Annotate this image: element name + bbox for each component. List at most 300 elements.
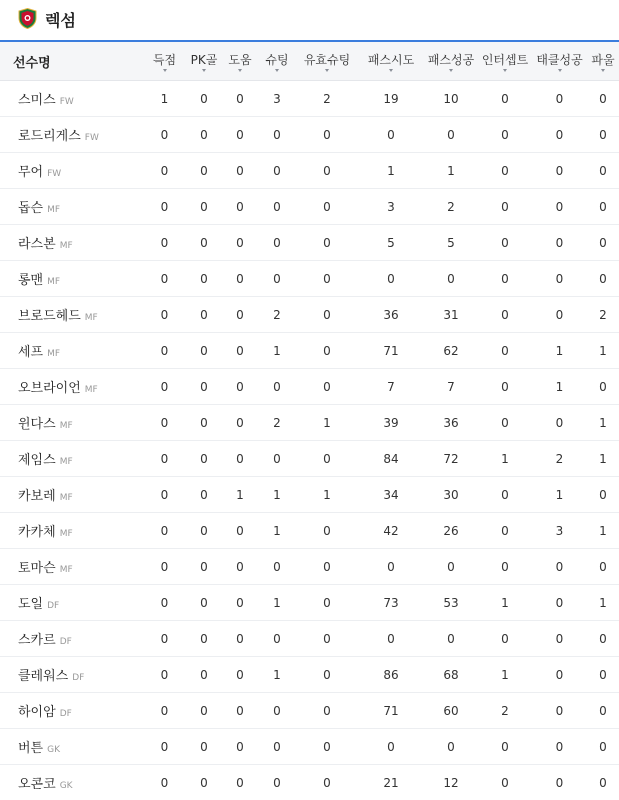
stat-interceptions-cell: 0 — [478, 333, 532, 369]
player-rows — [0, 81, 619, 800]
stat-goals-cell: 0 — [143, 585, 186, 621]
stat-fouls-cell: 1 — [587, 405, 619, 441]
player-name-cell[interactable] — [0, 585, 143, 621]
stat-tackles-cell: 2 — [532, 441, 587, 477]
player-name[interactable]: 돕슨 — [18, 201, 44, 216]
sort-icon — [558, 69, 562, 72]
player-stats-table-wrapper — [0, 42, 619, 800]
stat-tackles-cell: 0 — [532, 81, 587, 117]
stat-tackles-cell: 1 — [532, 369, 587, 405]
stat-pass-success-cell: 0 — [424, 621, 478, 657]
stat-shots-cell: 2 — [258, 405, 296, 441]
table-row — [0, 81, 619, 117]
player-name[interactable]: 카카체 — [18, 525, 56, 540]
team-crest-icon — [18, 8, 37, 29]
player-position: GK — [47, 745, 61, 755]
stat-fouls-cell: 0 — [587, 81, 619, 117]
stat-interceptions-cell: 0 — [478, 153, 532, 189]
column-header-shots-on-target[interactable]: 유효슈팅 — [296, 42, 358, 81]
stat-pass-attempts-cell: 71 — [358, 693, 424, 729]
stat-goals-cell: 0 — [143, 621, 186, 657]
stat-shots-cell: 0 — [258, 729, 296, 765]
stat-interceptions-cell: 0 — [478, 81, 532, 117]
stat-shots-on-target-cell: 0 — [296, 621, 358, 657]
stat-fouls-cell: 0 — [587, 549, 619, 585]
player-position: MF — [84, 313, 98, 323]
stat-assists-cell: 0 — [222, 333, 258, 369]
stat-pk-goals-cell: 0 — [186, 513, 222, 549]
stat-fouls-cell: 0 — [587, 657, 619, 693]
stat-pk-goals-cell: 0 — [186, 333, 222, 369]
player-name-cell[interactable] — [0, 225, 143, 261]
player-name-cell[interactable] — [0, 729, 143, 765]
stat-shots-cell: 0 — [258, 225, 296, 261]
stat-tackles-cell: 0 — [532, 297, 587, 333]
table-row — [0, 729, 619, 765]
table-row — [0, 477, 619, 513]
stat-shots-cell: 0 — [258, 369, 296, 405]
column-header-assists[interactable]: 도움 — [222, 42, 258, 81]
stat-goals-cell: 0 — [143, 369, 186, 405]
stat-pass-attempts-cell: 73 — [358, 585, 424, 621]
stat-shots-cell: 0 — [258, 549, 296, 585]
player-position: MF — [59, 529, 73, 539]
stat-fouls-cell: 0 — [587, 261, 619, 297]
player-position: GK — [59, 781, 73, 791]
player-position: DF — [59, 709, 72, 719]
stat-interceptions-cell: 0 — [478, 765, 532, 800]
column-header-pk-goals[interactable]: PK골 — [186, 42, 222, 81]
player-name-cell[interactable] — [0, 657, 143, 693]
stat-pk-goals-cell: 0 — [186, 477, 222, 513]
player-name[interactable]: 오콘코 — [18, 777, 56, 792]
stat-goals-cell: 0 — [143, 765, 186, 800]
stat-pk-goals-cell: 0 — [186, 297, 222, 333]
stat-tackles-cell: 0 — [532, 189, 587, 225]
stat-pk-goals-cell: 0 — [186, 693, 222, 729]
table-row — [0, 765, 619, 800]
stat-shots-on-target-cell: 0 — [296, 189, 358, 225]
stat-interceptions-cell: 0 — [478, 477, 532, 513]
stat-interceptions-cell: 1 — [478, 441, 532, 477]
stat-shots-cell: 0 — [258, 621, 296, 657]
stat-assists-cell: 0 — [222, 765, 258, 800]
stat-tackles-cell: 0 — [532, 585, 587, 621]
stat-pass-success-cell: 36 — [424, 405, 478, 441]
column-header-shots[interactable]: 슈팅 — [258, 42, 296, 81]
player-name-cell[interactable] — [0, 261, 143, 297]
stat-fouls-cell: 0 — [587, 693, 619, 729]
player-name[interactable]: 클레워스 — [18, 669, 69, 684]
stat-pass-attempts-cell: 0 — [358, 549, 424, 585]
stat-shots-on-target-cell: 0 — [296, 153, 358, 189]
table-row — [0, 549, 619, 585]
stat-goals-cell: 0 — [143, 729, 186, 765]
stat-shots-on-target-cell: 0 — [296, 261, 358, 297]
stat-tackles-cell: 0 — [532, 261, 587, 297]
table-row — [0, 153, 619, 189]
stat-shots-on-target-cell: 0 — [296, 693, 358, 729]
sort-icon — [503, 69, 507, 72]
stat-assists-cell: 0 — [222, 621, 258, 657]
stat-tackles-cell: 0 — [532, 729, 587, 765]
stat-shots-cell: 0 — [258, 189, 296, 225]
player-position: MF — [59, 421, 73, 431]
stat-pass-attempts-cell: 7 — [358, 369, 424, 405]
player-name-cell[interactable] — [0, 81, 143, 117]
table-row — [0, 441, 619, 477]
stat-tackles-cell: 3 — [532, 513, 587, 549]
stat-shots-on-target-cell: 0 — [296, 729, 358, 765]
stat-pass-success-cell: 68 — [424, 657, 478, 693]
stat-pass-success-cell: 26 — [424, 513, 478, 549]
stat-shots-on-target-cell: 0 — [296, 225, 358, 261]
column-header-interceptions[interactable]: 인터셉트 — [478, 42, 532, 81]
stat-pk-goals-cell: 0 — [186, 549, 222, 585]
player-name-cell[interactable] — [0, 189, 143, 225]
stat-fouls-cell: 0 — [587, 621, 619, 657]
stat-interceptions-cell: 0 — [478, 405, 532, 441]
stat-interceptions-cell: 0 — [478, 117, 532, 153]
table-header-row — [0, 42, 619, 81]
stat-fouls-cell: 1 — [587, 513, 619, 549]
stat-pass-attempts-cell: 84 — [358, 441, 424, 477]
player-name[interactable]: 제임스 — [18, 453, 56, 468]
stat-pass-attempts-cell: 0 — [358, 729, 424, 765]
table-row — [0, 297, 619, 333]
stat-pk-goals-cell: 0 — [186, 369, 222, 405]
player-stats-table — [0, 42, 619, 800]
stat-pk-goals-cell: 0 — [186, 585, 222, 621]
player-position: FW — [59, 97, 74, 107]
stat-pass-success-cell: 53 — [424, 585, 478, 621]
stat-assists-cell: 0 — [222, 513, 258, 549]
player-position: FW — [47, 169, 62, 179]
player-name-cell[interactable] — [0, 549, 143, 585]
stat-pass-success-cell: 7 — [424, 369, 478, 405]
table-row — [0, 405, 619, 441]
table-row — [0, 117, 619, 153]
stat-pass-success-cell: 60 — [424, 693, 478, 729]
column-header-player: 선수명 — [0, 42, 143, 81]
table-row — [0, 225, 619, 261]
stat-interceptions-cell: 0 — [478, 369, 532, 405]
stat-shots-cell: 3 — [258, 81, 296, 117]
stat-goals-cell: 0 — [143, 261, 186, 297]
player-position: MF — [59, 493, 73, 503]
stat-assists-cell: 0 — [222, 189, 258, 225]
stat-interceptions-cell: 0 — [478, 297, 532, 333]
stat-fouls-cell: 0 — [587, 369, 619, 405]
column-header-fouls[interactable]: 파울 — [587, 42, 619, 81]
stat-shots-on-target-cell: 0 — [296, 513, 358, 549]
stat-goals-cell: 0 — [143, 153, 186, 189]
stat-goals-cell: 0 — [143, 189, 186, 225]
sort-icon — [238, 69, 242, 72]
player-name[interactable]: 카보레 — [18, 489, 56, 504]
stat-pass-attempts-cell: 36 — [358, 297, 424, 333]
stat-assists-cell: 0 — [222, 261, 258, 297]
stat-shots-on-target-cell: 0 — [296, 585, 358, 621]
stat-shots-on-target-cell: 0 — [296, 657, 358, 693]
stat-goals-cell: 0 — [143, 405, 186, 441]
stat-interceptions-cell: 0 — [478, 189, 532, 225]
stat-shots-on-target-cell: 0 — [296, 333, 358, 369]
stat-pass-attempts-cell: 5 — [358, 225, 424, 261]
stat-pass-attempts-cell: 0 — [358, 261, 424, 297]
stat-shots-on-target-cell: 0 — [296, 117, 358, 153]
stat-assists-cell: 0 — [222, 405, 258, 441]
stat-assists-cell: 0 — [222, 693, 258, 729]
sort-icon — [325, 69, 329, 72]
player-name-cell[interactable] — [0, 333, 143, 369]
stat-pk-goals-cell: 0 — [186, 189, 222, 225]
stat-goals-cell: 0 — [143, 297, 186, 333]
stat-shots-cell: 2 — [258, 297, 296, 333]
player-name-cell[interactable] — [0, 621, 143, 657]
player-name[interactable]: 세프 — [18, 345, 44, 360]
player-name-cell[interactable] — [0, 441, 143, 477]
player-position: DF — [59, 637, 72, 647]
stat-shots-on-target-cell: 0 — [296, 549, 358, 585]
stat-pass-attempts-cell: 86 — [358, 657, 424, 693]
stat-interceptions-cell: 2 — [478, 693, 532, 729]
stat-pass-success-cell: 30 — [424, 477, 478, 513]
player-name[interactable]: 로드리게스 — [18, 129, 81, 144]
stat-pass-attempts-cell: 0 — [358, 621, 424, 657]
stat-interceptions-cell: 0 — [478, 513, 532, 549]
stat-pk-goals-cell: 0 — [186, 225, 222, 261]
stat-pk-goals-cell: 0 — [186, 729, 222, 765]
player-position: MF — [47, 277, 61, 287]
stat-tackles-cell: 0 — [532, 765, 587, 800]
player-name-cell[interactable] — [0, 765, 143, 800]
stat-tackles-cell: 0 — [532, 405, 587, 441]
player-name[interactable]: 롱맨 — [18, 273, 44, 288]
stat-shots-cell: 0 — [258, 117, 296, 153]
player-name[interactable]: 토마슨 — [18, 561, 56, 576]
column-header-tackles[interactable]: 태클성공 — [532, 42, 587, 81]
stat-shots-cell: 1 — [258, 513, 296, 549]
stat-shots-on-target-cell: 1 — [296, 477, 358, 513]
stat-pk-goals-cell: 0 — [186, 657, 222, 693]
stat-shots-cell: 0 — [258, 765, 296, 800]
player-name[interactable]: 오브라이언 — [18, 381, 81, 396]
stat-pass-success-cell: 0 — [424, 261, 478, 297]
stat-tackles-cell: 0 — [532, 117, 587, 153]
player-name-cell[interactable] — [0, 153, 143, 189]
player-name-cell[interactable] — [0, 297, 143, 333]
stat-fouls-cell: 1 — [587, 333, 619, 369]
player-name[interactable]: 무어 — [18, 165, 44, 180]
stat-pass-success-cell: 0 — [424, 117, 478, 153]
stat-fouls-cell: 0 — [587, 765, 619, 800]
table-row — [0, 189, 619, 225]
stat-pass-success-cell: 2 — [424, 189, 478, 225]
column-header-pass-attempts[interactable]: 패스시도 — [358, 42, 424, 81]
stat-pass-success-cell: 5 — [424, 225, 478, 261]
stat-pk-goals-cell: 0 — [186, 81, 222, 117]
stat-shots-cell: 0 — [258, 261, 296, 297]
sort-icon — [163, 69, 167, 72]
stat-pass-attempts-cell: 42 — [358, 513, 424, 549]
stat-goals-cell: 0 — [143, 333, 186, 369]
stat-shots-cell: 1 — [258, 333, 296, 369]
stat-tackles-cell: 0 — [532, 693, 587, 729]
stat-goals-cell: 1 — [143, 81, 186, 117]
team-name: 렉섬 — [45, 11, 76, 30]
stat-shots-cell: 1 — [258, 657, 296, 693]
stat-pass-success-cell: 62 — [424, 333, 478, 369]
table-row — [0, 621, 619, 657]
player-position: MF — [84, 385, 98, 395]
stat-fouls-cell: 2 — [587, 297, 619, 333]
stat-shots-cell: 0 — [258, 693, 296, 729]
stat-pk-goals-cell: 0 — [186, 153, 222, 189]
player-name-cell[interactable] — [0, 117, 143, 153]
stat-assists-cell: 0 — [222, 117, 258, 153]
stat-shots-cell: 1 — [258, 585, 296, 621]
stat-pk-goals-cell: 0 — [186, 405, 222, 441]
stat-goals-cell: 0 — [143, 117, 186, 153]
stat-assists-cell: 0 — [222, 153, 258, 189]
stat-assists-cell: 0 — [222, 549, 258, 585]
stat-interceptions-cell: 0 — [478, 549, 532, 585]
stat-pass-success-cell: 31 — [424, 297, 478, 333]
stat-pk-goals-cell: 0 — [186, 621, 222, 657]
stat-pass-attempts-cell: 19 — [358, 81, 424, 117]
stat-fouls-cell: 0 — [587, 477, 619, 513]
stat-interceptions-cell: 1 — [478, 585, 532, 621]
sort-icon — [449, 69, 453, 72]
stat-pass-success-cell: 1 — [424, 153, 478, 189]
stat-shots-on-target-cell: 0 — [296, 297, 358, 333]
stat-fouls-cell: 1 — [587, 441, 619, 477]
stat-tackles-cell: 1 — [532, 333, 587, 369]
stat-shots-cell: 0 — [258, 153, 296, 189]
player-position: MF — [59, 457, 73, 467]
stat-interceptions-cell: 0 — [478, 621, 532, 657]
stat-shots-on-target-cell: 0 — [296, 765, 358, 800]
player-name[interactable]: 윈다스 — [18, 417, 56, 432]
stat-assists-cell: 0 — [222, 729, 258, 765]
stat-shots-on-target-cell: 2 — [296, 81, 358, 117]
stat-assists-cell: 0 — [222, 81, 258, 117]
player-name[interactable]: 버튼 — [18, 741, 44, 756]
table-row — [0, 585, 619, 621]
sort-icon — [601, 69, 605, 72]
player-position: MF — [59, 241, 73, 251]
player-name[interactable]: 라스본 — [18, 237, 56, 252]
stat-fouls-cell: 0 — [587, 225, 619, 261]
stat-fouls-cell: 0 — [587, 153, 619, 189]
stat-shots-on-target-cell: 0 — [296, 441, 358, 477]
stat-pass-success-cell: 12 — [424, 765, 478, 800]
player-position: MF — [59, 565, 73, 575]
player-position: FW — [84, 133, 99, 143]
stat-goals-cell: 0 — [143, 693, 186, 729]
stat-interceptions-cell: 0 — [478, 261, 532, 297]
sort-icon — [202, 69, 206, 72]
stat-tackles-cell: 0 — [532, 621, 587, 657]
stat-assists-cell: 0 — [222, 657, 258, 693]
stat-fouls-cell: 0 — [587, 117, 619, 153]
stat-interceptions-cell: 0 — [478, 225, 532, 261]
stat-assists-cell: 0 — [222, 441, 258, 477]
stat-pass-attempts-cell: 34 — [358, 477, 424, 513]
player-name-cell[interactable] — [0, 405, 143, 441]
player-name[interactable]: 브로드헤드 — [18, 309, 81, 324]
table-row — [0, 657, 619, 693]
stat-pk-goals-cell: 0 — [186, 117, 222, 153]
column-header-goals[interactable]: 득점 — [143, 42, 186, 81]
stat-pass-attempts-cell: 71 — [358, 333, 424, 369]
player-name-cell[interactable] — [0, 693, 143, 729]
stat-tackles-cell: 0 — [532, 549, 587, 585]
table-row — [0, 333, 619, 369]
stat-pass-attempts-cell: 0 — [358, 117, 424, 153]
stat-pass-success-cell: 72 — [424, 441, 478, 477]
column-header-pass-success[interactable]: 패스성공 — [424, 42, 478, 81]
stat-goals-cell: 0 — [143, 441, 186, 477]
stat-tackles-cell: 0 — [532, 225, 587, 261]
player-name-cell[interactable] — [0, 369, 143, 405]
stat-pass-attempts-cell: 1 — [358, 153, 424, 189]
stat-assists-cell: 0 — [222, 369, 258, 405]
table-row — [0, 513, 619, 549]
stat-tackles-cell: 0 — [532, 657, 587, 693]
stat-goals-cell: 0 — [143, 225, 186, 261]
player-name[interactable]: 하이암 — [18, 705, 56, 720]
stat-shots-on-target-cell: 0 — [296, 369, 358, 405]
stat-tackles-cell: 1 — [532, 477, 587, 513]
stat-fouls-cell: 0 — [587, 729, 619, 765]
table-row — [0, 693, 619, 729]
stat-shots-cell: 0 — [258, 441, 296, 477]
stat-assists-cell: 0 — [222, 297, 258, 333]
stat-goals-cell: 0 — [143, 477, 186, 513]
stat-pass-attempts-cell: 21 — [358, 765, 424, 800]
stat-pk-goals-cell: 0 — [186, 261, 222, 297]
sort-icon — [275, 69, 279, 72]
player-position: MF — [47, 205, 61, 215]
stat-assists-cell: 0 — [222, 225, 258, 261]
stat-shots-cell: 1 — [258, 477, 296, 513]
sort-icon — [389, 69, 393, 72]
stat-goals-cell: 0 — [143, 549, 186, 585]
stat-assists-cell: 0 — [222, 585, 258, 621]
stat-pass-success-cell: 0 — [424, 729, 478, 765]
stat-pass-attempts-cell: 39 — [358, 405, 424, 441]
stat-goals-cell: 0 — [143, 657, 186, 693]
player-name[interactable]: 스카르 — [18, 633, 56, 648]
table-row — [0, 261, 619, 297]
player-position: DF — [72, 673, 85, 683]
stat-goals-cell: 0 — [143, 513, 186, 549]
team-header — [0, 0, 619, 42]
player-position: MF — [47, 349, 61, 359]
stat-pk-goals-cell: 0 — [186, 765, 222, 800]
player-name[interactable]: 스미스 — [18, 93, 56, 108]
stat-assists-cell: 1 — [222, 477, 258, 513]
player-name[interactable]: 도일 — [18, 597, 44, 612]
stat-fouls-cell: 0 — [587, 189, 619, 225]
stat-shots-on-target-cell: 1 — [296, 405, 358, 441]
player-name-cell[interactable] — [0, 477, 143, 513]
player-name-cell[interactable] — [0, 513, 143, 549]
stat-pass-success-cell: 10 — [424, 81, 478, 117]
stat-tackles-cell: 0 — [532, 153, 587, 189]
